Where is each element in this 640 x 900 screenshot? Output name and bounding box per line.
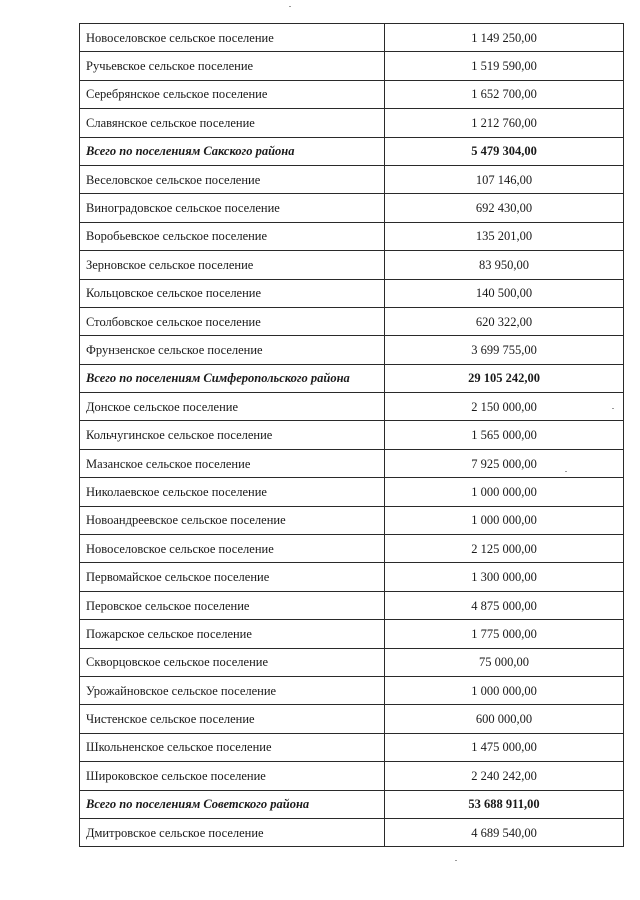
amount-cell: 135 201,00 xyxy=(385,222,624,250)
table-row xyxy=(80,336,624,364)
table-row xyxy=(80,421,624,449)
settlement-name-cell: Славянское сельское поселение xyxy=(80,109,385,137)
table-row xyxy=(80,165,624,193)
table-row xyxy=(80,478,624,506)
table-row xyxy=(80,393,624,421)
settlement-name-cell: Чистенское сельское поселение xyxy=(80,705,385,733)
amount-cell: 4 689 540,00 xyxy=(385,818,624,846)
table-row-total xyxy=(80,137,624,165)
amount-cell: 692 430,00 xyxy=(385,194,624,222)
scan-speck xyxy=(612,408,614,409)
table-row xyxy=(80,676,624,704)
scan-speck xyxy=(289,6,291,7)
table-row xyxy=(80,591,624,619)
table-row xyxy=(80,535,624,563)
amount-cell: 1 475 000,00 xyxy=(385,733,624,761)
scan-speck xyxy=(565,471,567,472)
settlement-name-cell: Мазанское сельское поселение xyxy=(80,449,385,477)
settlement-name-cell: Дмитровское сельское поселение xyxy=(80,818,385,846)
table-row-total xyxy=(80,364,624,392)
settlement-name-cell: Кольчугинское сельское поселение xyxy=(80,421,385,449)
table-row xyxy=(80,279,624,307)
amount-cell: 1 149 250,00 xyxy=(385,24,624,52)
settlement-name-cell: Скворцовское сельское поселение xyxy=(80,648,385,676)
settlement-name-cell: Всего по поселениям Сакского района xyxy=(80,137,385,165)
amount-cell: 1 565 000,00 xyxy=(385,421,624,449)
settlement-name-cell: Урожайновское сельское поселение xyxy=(80,676,385,704)
amount-cell: 2 150 000,00 xyxy=(385,393,624,421)
table-row xyxy=(80,307,624,335)
settlement-name-cell: Новоандреевское сельское поселение xyxy=(80,506,385,534)
amount-cell: 2 240 242,00 xyxy=(385,762,624,790)
amount-cell: 7 925 000,00 xyxy=(385,449,624,477)
amount-cell: 140 500,00 xyxy=(385,279,624,307)
settlement-name-cell: Всего по поселениям Симферопольского района xyxy=(80,364,385,392)
amount-cell: 1 000 000,00 xyxy=(385,676,624,704)
amount-cell: 1 212 760,00 xyxy=(385,109,624,137)
amount-cell: 29 105 242,00 xyxy=(385,364,624,392)
settlement-name-cell: Столбовское сельское поселение xyxy=(80,307,385,335)
amount-cell: 75 000,00 xyxy=(385,648,624,676)
table-row xyxy=(80,222,624,250)
settlement-name-cell: Всего по поселениям Советского района xyxy=(80,790,385,818)
settlement-name-cell: Донское сельское поселение xyxy=(80,393,385,421)
table-row xyxy=(80,762,624,790)
table-row xyxy=(80,506,624,534)
amount-cell: 600 000,00 xyxy=(385,705,624,733)
table-row xyxy=(80,109,624,137)
table-row xyxy=(80,449,624,477)
amount-cell: 83 950,00 xyxy=(385,251,624,279)
settlement-name-cell: Школьненское сельское поселение xyxy=(80,733,385,761)
settlement-name-cell: Веселовское сельское поселение xyxy=(80,165,385,193)
table-row xyxy=(80,818,624,846)
amount-cell: 1 652 700,00 xyxy=(385,80,624,108)
settlement-name-cell: Пожарское сельское поселение xyxy=(80,620,385,648)
settlement-name-cell: Широковское сельское поселение xyxy=(80,762,385,790)
settlement-name-cell: Зерновское сельское поселение xyxy=(80,251,385,279)
amount-cell: 1 000 000,00 xyxy=(385,478,624,506)
settlement-name-cell: Николаевское сельское поселение xyxy=(80,478,385,506)
amount-cell: 1 300 000,00 xyxy=(385,563,624,591)
settlement-name-cell: Воробьевское сельское поселение xyxy=(80,222,385,250)
table-row xyxy=(80,705,624,733)
table-row xyxy=(80,648,624,676)
settlement-name-cell: Первомайское сельское поселение xyxy=(80,563,385,591)
amount-cell: 620 322,00 xyxy=(385,307,624,335)
amount-cell: 5 479 304,00 xyxy=(385,137,624,165)
table-row xyxy=(80,52,624,80)
table-row xyxy=(80,80,624,108)
amount-cell: 3 699 755,00 xyxy=(385,336,624,364)
settlement-name-cell: Новоселовское сельское поселение xyxy=(80,24,385,52)
table-row xyxy=(80,620,624,648)
settlement-name-cell: Серебрянское сельское поселение xyxy=(80,80,385,108)
table-row xyxy=(80,733,624,761)
settlement-name-cell: Фрунзенское сельское поселение xyxy=(80,336,385,364)
amount-cell: 1 519 590,00 xyxy=(385,52,624,80)
amount-cell: 4 875 000,00 xyxy=(385,591,624,619)
table-row xyxy=(80,194,624,222)
settlement-name-cell: Перовское сельское поселение xyxy=(80,591,385,619)
amount-cell: 1 000 000,00 xyxy=(385,506,624,534)
settlements-budget-table xyxy=(79,23,624,847)
table-row xyxy=(80,251,624,279)
amount-cell: 1 775 000,00 xyxy=(385,620,624,648)
amount-cell: 53 688 911,00 xyxy=(385,790,624,818)
scan-speck xyxy=(455,860,457,861)
settlement-name-cell: Кольцовское сельское поселение xyxy=(80,279,385,307)
table-row-total xyxy=(80,790,624,818)
amount-cell: 2 125 000,00 xyxy=(385,535,624,563)
settlement-name-cell: Новоселовское сельское поселение xyxy=(80,535,385,563)
settlement-name-cell: Виноградовское сельское поселение xyxy=(80,194,385,222)
amount-cell: 107 146,00 xyxy=(385,165,624,193)
table-row xyxy=(80,563,624,591)
settlement-name-cell: Ручьевское сельское поселение xyxy=(80,52,385,80)
table-row xyxy=(80,24,624,52)
table-body xyxy=(80,24,624,847)
